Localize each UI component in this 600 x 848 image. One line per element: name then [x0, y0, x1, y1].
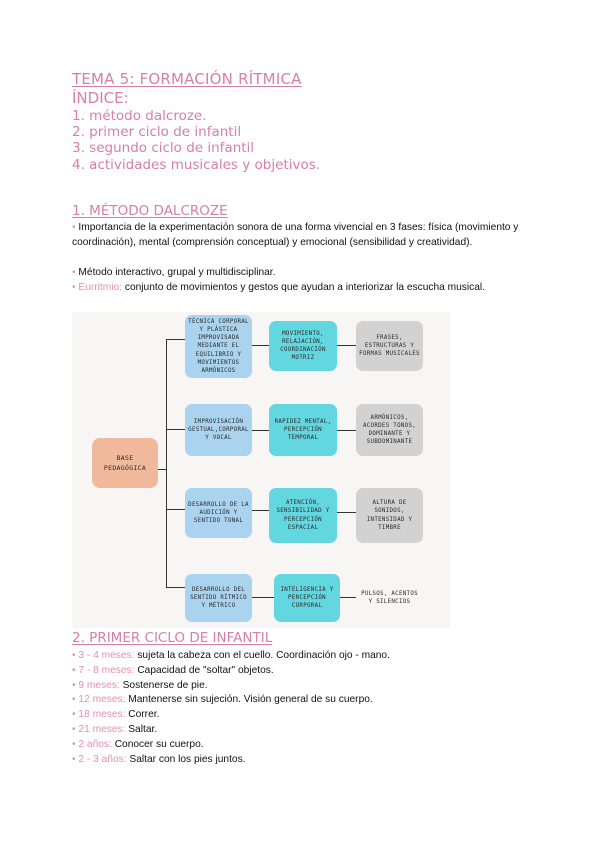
- list-item: [72, 709, 159, 720]
- rhythm-sense-box: [185, 574, 252, 622]
- list-item: [72, 694, 373, 705]
- index-item-2: 2. primer ciclo de infantil: [72, 124, 242, 140]
- bullet-marker: •: [72, 650, 76, 661]
- phrases-label: FRASES, ESTRUCTURAS Y FORMAS MUSICALES: [359, 334, 420, 358]
- attention-label: ATENCIÓN, SENSIBILIDAD Y PERCEPCIÓN ESPACIAL: [276, 500, 330, 531]
- base-pedagogica-box: [92, 438, 158, 488]
- bullet-marker: •: [72, 754, 76, 765]
- age-label: 7 - 8 meses:: [78, 665, 135, 676]
- rhythm-sense-label: DESARROLLO DEL SENTIDO RÍTMICO Y MÉTRICO: [190, 586, 247, 610]
- harmonics-box: [356, 404, 423, 456]
- audition-label: DESARROLLO DE LA AUDICIÓN Y SENTIDO TONAL: [188, 501, 249, 525]
- connector-line: [166, 429, 185, 430]
- technique-label: TÉCNICA CORPORAL Y PLÁSTICA IMPROVISADA MEDIANTE EL EQUILIBRIO Y MOVIMIENTOS ARMÓNICOS: [188, 318, 249, 374]
- milestone-text: sujeta la cabeza con el cuello. Coordinación ojo - mano.: [137, 650, 390, 661]
- pedagogical-base-diagram: [72, 312, 450, 628]
- connector-line: [252, 345, 269, 346]
- milestone-text: Correr.: [128, 709, 160, 720]
- improvisation-box: [185, 404, 252, 456]
- connector-line: [252, 510, 269, 511]
- connector-line: [158, 469, 166, 470]
- connector-line: [252, 430, 269, 431]
- connector-line: [337, 430, 356, 431]
- milestone-text: Mantenerse sin sujeción. Visión general de su cuerpo.: [128, 694, 373, 705]
- connector-line: [337, 512, 356, 513]
- movement-label: MOVIMIENTO, RELAJACIÓN, COORDINACIÓN MOTRIZ: [280, 330, 326, 362]
- age-label: 12 meses:: [78, 694, 126, 705]
- paragraph-method: [72, 265, 522, 280]
- list-item: [72, 665, 274, 676]
- index-item-3: 3. segundo ciclo de infantil: [72, 140, 255, 156]
- age-label: 18 meses:: [78, 709, 126, 720]
- index-item-1: 1. método dalcroze.: [72, 108, 207, 124]
- mental-speed-box: [269, 404, 337, 456]
- pulses-label: PULSOS, ACENTOS Y SILENCIOS: [361, 590, 418, 605]
- age-label: 21 meses:: [78, 724, 126, 735]
- bullet-marker: •: [72, 709, 76, 720]
- pitch-label: ALTURA DE SONIDOS, INTENSIDAD Y TIMBRE: [366, 500, 413, 531]
- base-pedagogica-label: BASE PEDAGÓGICA: [103, 454, 147, 472]
- age-label: 2 - 3 años:: [78, 754, 127, 765]
- milestone-text: Saltar.: [128, 724, 158, 735]
- connector-line: [340, 597, 356, 598]
- age-label: 9 meses:: [78, 680, 120, 691]
- connector-line: [166, 509, 185, 510]
- document-title: TEMA 5: FORMACIÓN RÍTMICA: [72, 70, 302, 88]
- bullet-marker: •: [72, 724, 76, 735]
- milestone-text: Saltar con los pies juntos.: [129, 754, 246, 765]
- connector-line: [252, 597, 274, 598]
- bullet-marker: •: [72, 267, 76, 278]
- bullet-marker: •: [72, 680, 76, 691]
- list-item: [72, 680, 208, 691]
- technique-box: [185, 315, 252, 378]
- paragraph-method-text: Método interactivo, grupal y multidisciplinar.: [78, 267, 276, 278]
- paragraph-eurritmio: [72, 280, 522, 295]
- section-2-heading: 2. PRIMER CICLO DE INFANTIL: [72, 630, 273, 646]
- improvisation-label: IMPROVISACIÓN GESTUAL,CORPORAL Y VOCAL: [188, 418, 249, 442]
- age-label: 2 años:: [78, 739, 112, 750]
- phrases-box: [356, 321, 423, 371]
- connector-line: [166, 587, 185, 588]
- index-item-4: 4. actividades musicales y objetivos.: [72, 157, 321, 173]
- list-item: [72, 650, 390, 661]
- intelligence-box: [274, 574, 340, 622]
- bullet-marker: •: [72, 739, 76, 750]
- connector-line: [166, 339, 185, 340]
- paragraph-experimentation: [72, 220, 522, 250]
- movement-box: [269, 321, 337, 371]
- milestone-text: Sostenerse de pie.: [122, 680, 208, 691]
- connector-line: [337, 345, 356, 346]
- pulses-box: [356, 574, 423, 622]
- audition-box: [185, 488, 252, 538]
- eurritmio-term: Eurritmio:: [78, 282, 123, 293]
- list-item: [72, 754, 246, 765]
- attention-box: [269, 488, 337, 543]
- paragraph-experimentation-text: Importancia de la experimentación sonora de una forma vivencial en 3 fases: física (movimiento y coordinación), mental (comprensión conceptual) y emocional (sensibilidad y creatividad).: [72, 222, 519, 249]
- list-item: [72, 739, 204, 750]
- milestone-text: Capacidad de "soltar" objetos.: [137, 665, 274, 676]
- section-1-heading: 1. MÉTODO DALCROZE: [72, 203, 228, 219]
- milestone-text: Conocer su cuerpo.: [114, 739, 204, 750]
- list-item: [72, 724, 157, 735]
- harmonics-label: ARMÓNICOS, ACORDES TONOS, DOMINANTE Y SUBDOMINANTE: [362, 414, 417, 446]
- bullet-marker: •: [72, 665, 76, 676]
- age-label: 3 - 4 meses:: [78, 650, 135, 661]
- bullet-marker: •: [72, 694, 76, 705]
- eurritmio-definition: conjunto de movimientos y gestos que ayudan a interiorizar la escucha musical.: [124, 282, 486, 293]
- index-heading: ÍNDICE:: [72, 89, 129, 107]
- bullet-marker: •: [72, 222, 76, 233]
- intelligence-label: INTELIGENCIA Y PERCEPCIÓN CORPORAL: [280, 586, 334, 610]
- connector-line: [166, 339, 167, 587]
- bullet-marker: •: [72, 282, 76, 293]
- mental-speed-label: RAPIDEZ MENTAL, PERCEPCIÓN TEMPORAL: [274, 418, 332, 442]
- pitch-box: [356, 488, 423, 543]
